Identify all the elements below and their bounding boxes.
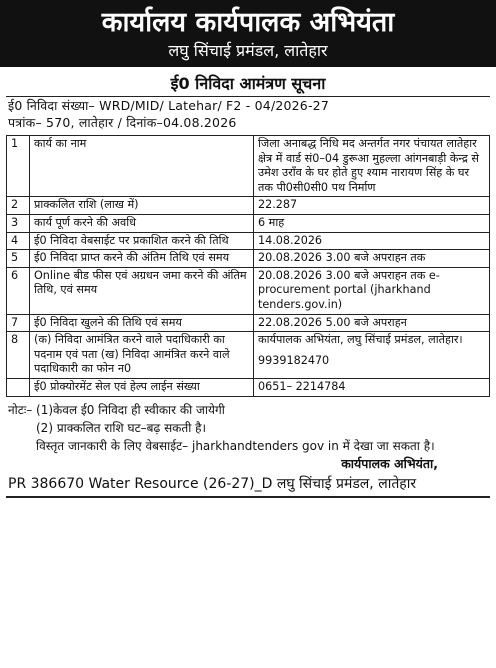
row-value: 22.287 [254,197,490,215]
note-line-1: नोटः– (1)केवल ई0 निविदा ही स्वीकार की जायेगी [8,402,225,417]
table-row [7,250,490,268]
row-value [254,332,490,379]
row-label: (क) निविदा आमंत्रित करने वाले पदाधिकारी का पदनाम एवं पता (ख) निविदा आमंत्रित करने वाले पदाधिकारी का फोन न0 [30,332,254,379]
table-row [7,214,490,232]
row-number: 6 [7,267,30,314]
signature: कार्यपालक अभियंता, [341,455,438,471]
row-label: ई0 निविदा प्राप्त करने की अंतिम तिथि एवं समय [30,250,254,268]
row-label: ई0 निविदा वेबसाईट पर प्रकाशित करने की तिथि [30,232,254,250]
table-row [7,267,490,314]
publication-reference: PR 386670 Water Resource (26-27)_D लघु सिंचाई प्रमंडल, लातेहार [8,475,417,492]
row-value: 20.08.2026 3.00 बजे अपराहन तक [254,250,490,268]
row-number: 3 [7,214,30,232]
row-value: 0651– 2214784 [254,378,490,396]
table-row [7,197,490,215]
bottom-divider [6,496,490,498]
row-number: 4 [7,232,30,250]
notice-title: ई0 निविदा आमंत्रण सूचना [170,74,326,93]
tender-details-table [6,135,490,397]
officer-address: कार्यपालक अभियंता, लघु सिंचाई प्रमंडल, लातेहार। [258,333,463,347]
notes-section [6,401,490,455]
table-row [7,136,490,197]
tender-number: ई0 निविदा संख्या– WRD/MID/ Latehar/ F2 - 04/2026-27 [8,98,329,113]
row-value: 20.08.2026 3.00 बजे अपराहन तक e-procurement portal (jharkhand tenders.gov.in) [254,267,490,314]
office-title: कार्यालय कार्यपालक अभियंता [101,7,395,38]
table-row [7,314,490,332]
row-value: 14.08.2026 [254,232,490,250]
row-label: ई0 निविदा खुलने की तिथि एवं समय [30,314,254,332]
row-value: 22.08.2026 5.00 बजे अपराहन [254,314,490,332]
note-line-3: विस्तृत जानकारी के लिए वेबसाईट– jharkhandtenders gov in में देखा जा सकता है। [36,438,435,453]
table-row [7,232,490,250]
row-value: जिला अनाबद्ध निधि मद अन्तर्गत नगर पंचायत लातेहार क्षेत्र में वार्ड सं0–04 डुरूआ मुहल्ला आंगनबाड़ी केन्द्र से उमेश उराँव के घर होते हुए श्याम नारायण सिंह के घर तक पी0सी0सी0 पथ निर्माण [254,136,490,197]
row-number: 2 [7,197,30,215]
officer-phone: 9939182470 [258,353,330,367]
note-line-2: (2) प्राक्कलित राशि घट–बढ़ सकती है। [36,420,207,435]
table-row [7,378,490,396]
row-number: 5 [7,250,30,268]
office-subtitle: लघु सिंचाई प्रमंडल, लातेहार [168,41,328,60]
row-number: 7 [7,314,30,332]
office-header [0,0,496,67]
row-number: 1 [7,136,30,197]
row-label: प्राक्कलित राशि (लाख में) [30,197,254,215]
row-label: ई0 प्रोक्योरमेंट सेल एवं हेल्प लाईन संख्या [30,378,254,396]
row-number [7,378,30,396]
letter-reference: पत्रांक– 570, लातेहार / दिनांक–04.08.2026 [8,115,237,130]
row-label: कार्य का नाम [30,136,254,197]
tender-meta [6,97,490,131]
row-number: 8 [7,332,30,379]
row-label: Online बीड फीस एवं अग्रधन जमा करने की अंतिम तिथि, एवं समय [30,267,254,314]
row-label: कार्य पूर्ण करने की अवधि [30,214,254,232]
row-value: 6 माह [254,214,490,232]
table-row [7,332,490,379]
